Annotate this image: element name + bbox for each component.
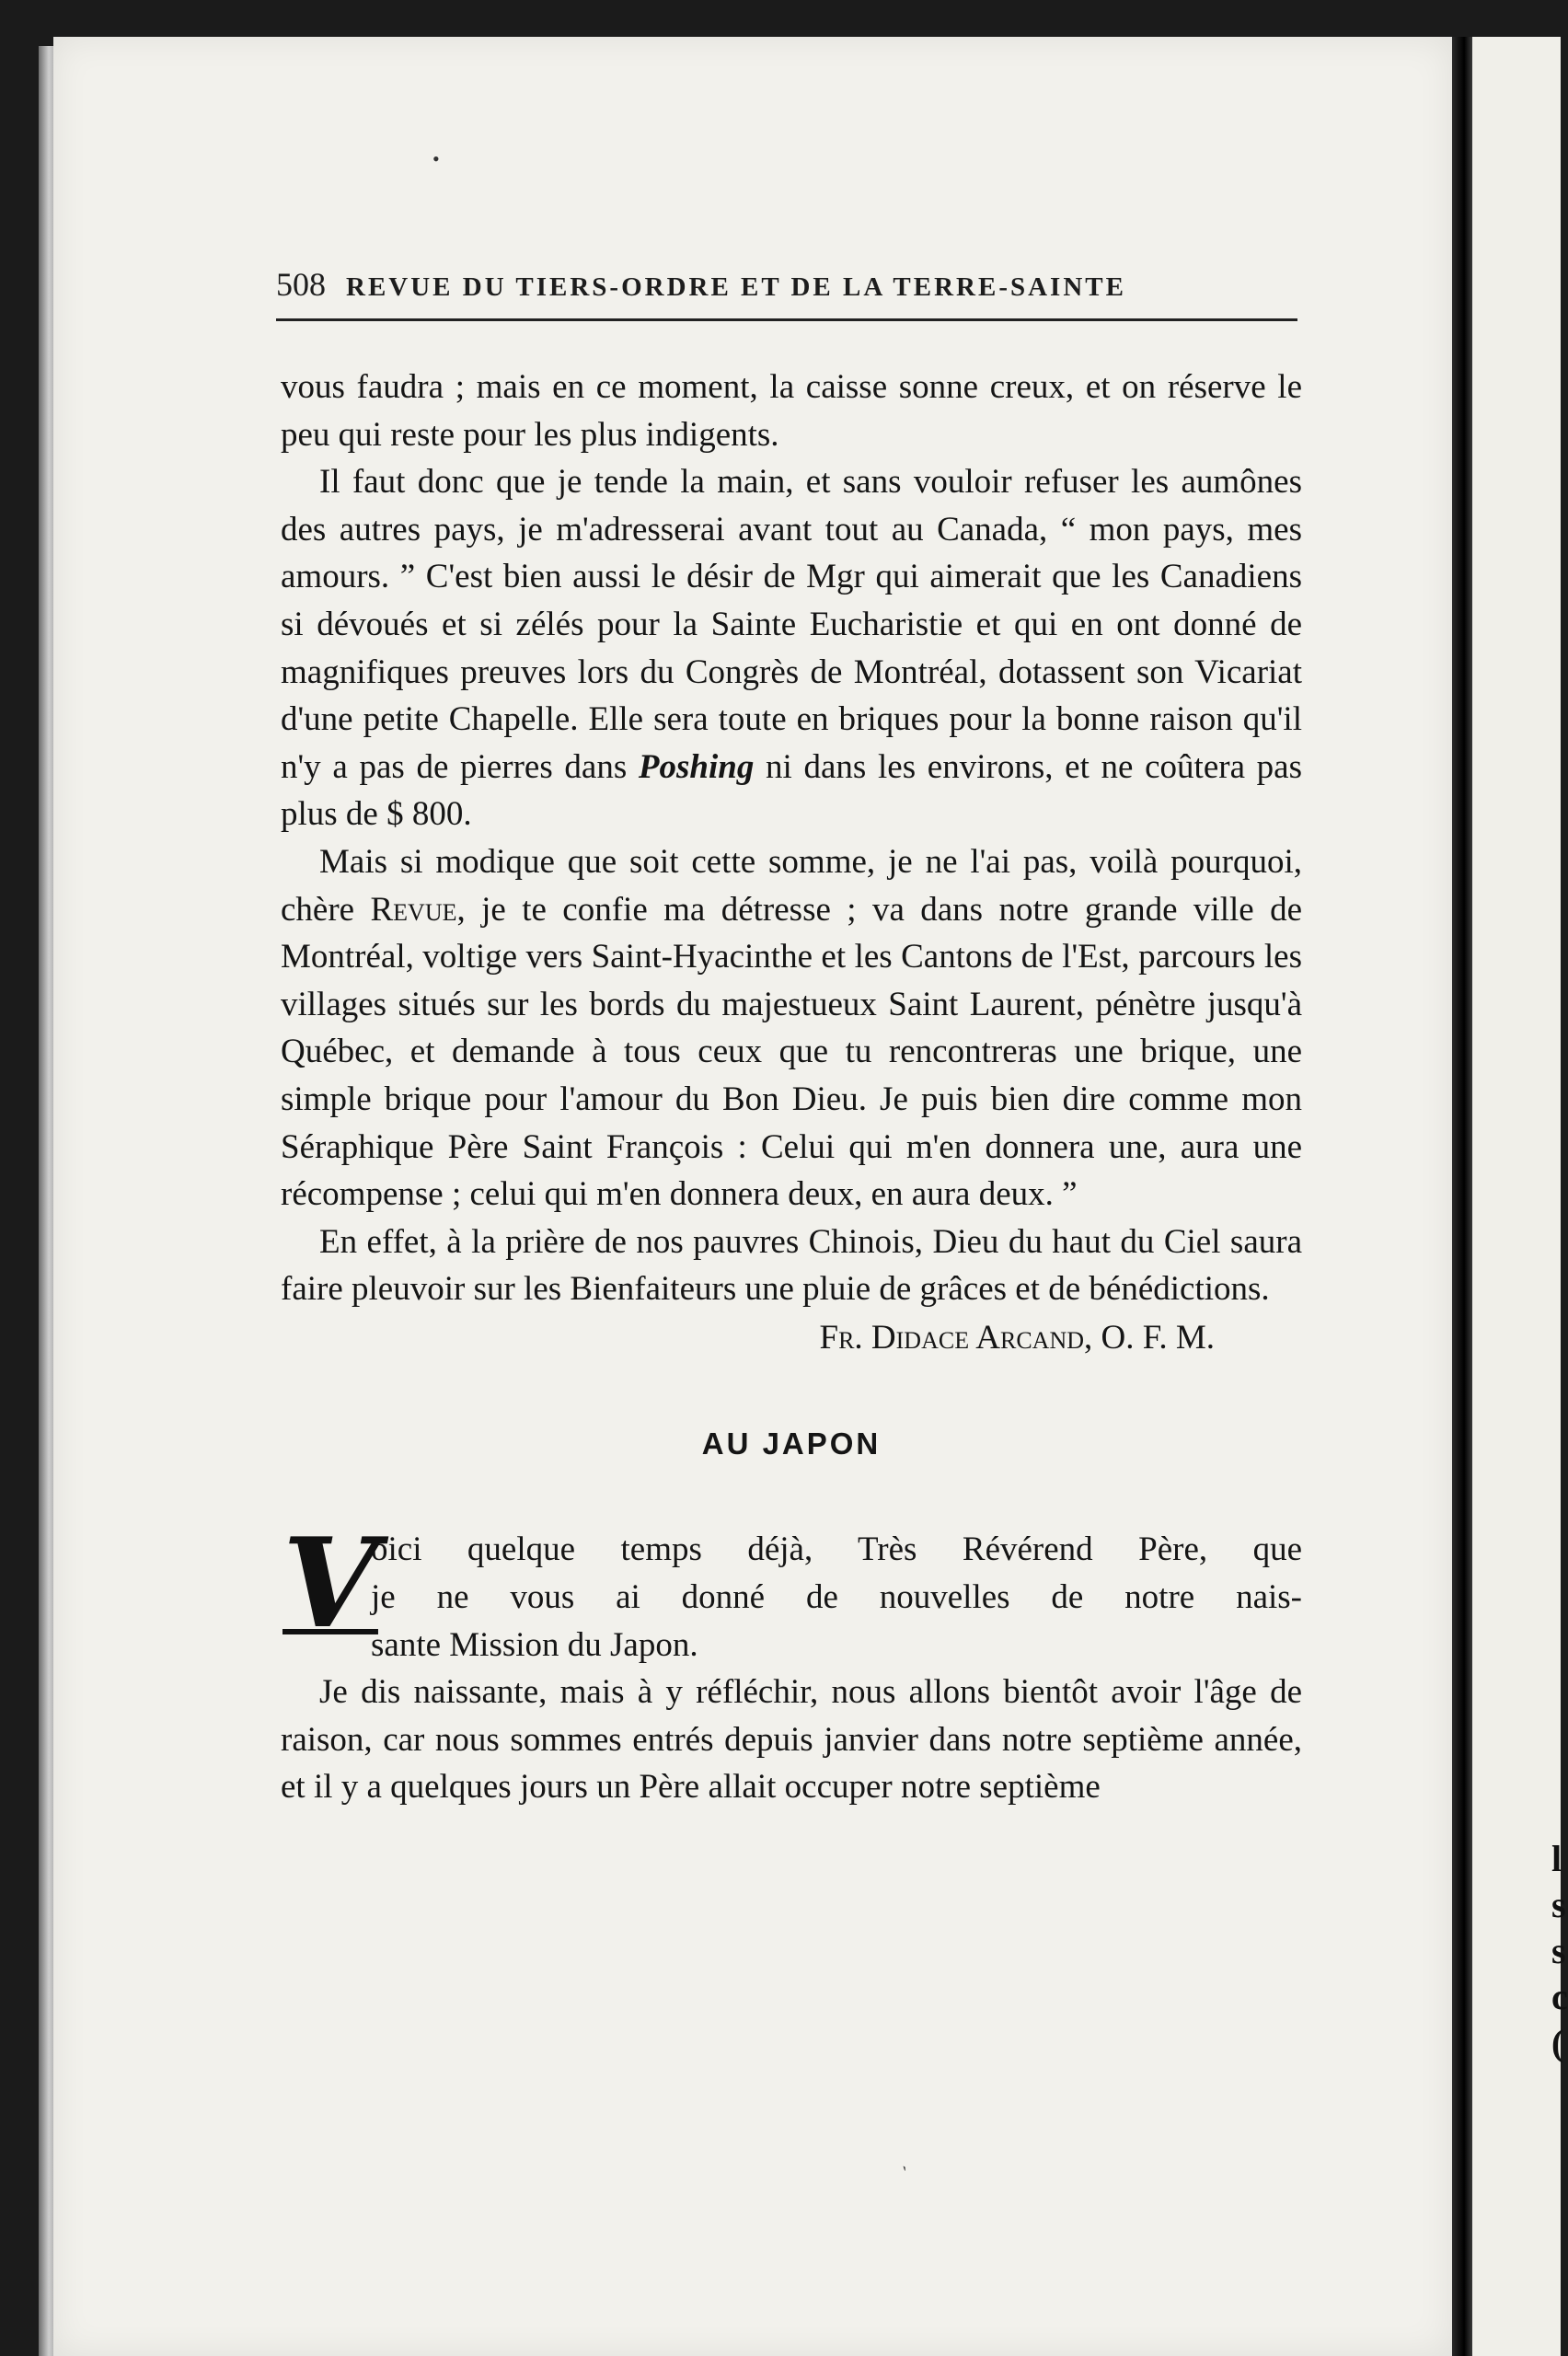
dropcap-line: sante Mission du Japon. — [371, 1625, 698, 1664]
print-speck: ˏ — [900, 2149, 920, 2172]
dropcap-letter: V — [282, 1510, 378, 1657]
paragraph — [281, 838, 1302, 1218]
running-header — [276, 265, 1297, 321]
place-name-italic: Poshing — [638, 747, 755, 786]
paragraph-text: ni dans les environs, et ne coûtera pas plus de $ 800. — [281, 747, 1303, 834]
adjacent-page-sliver — [1472, 37, 1568, 2356]
section-title: AU JAPON — [701, 1426, 882, 1461]
fragment-letter: l — [1551, 1838, 1562, 1879]
paragraph — [281, 458, 1302, 838]
article-body — [281, 364, 1302, 1811]
paragraph-text: , je te confie ma détresse ; va dans notre grande ville de Montréal, voltige vers Saint-Hyacinthe et les Cantons de l'Est, parcours les villages situés sur les bords du majestueux Saint Laurent, pénètre jusqu'à Québec, et demande à tous ceux que tu rencontreras une brique, une simple brique pour l'amour du Bon Dieu. Je puis bien dire comme mon Séraphique Père Saint François : Celui qui m'en donnera une, aura une récompense ; celui qui m'en donnera deux, en aura deux. ” — [281, 890, 1302, 1214]
fragment-letter: c — [1551, 1976, 1568, 2017]
print-speck: • — [432, 147, 440, 170]
paragraph: vous faudra ; mais en ce moment, la caisse sonne creux, et on réserve le peu qui reste pour les plus indigents. — [281, 368, 1302, 454]
revue-smallcaps: Revue — [370, 890, 457, 929]
dropcap-line: je ne vous ai donné de nouvelles de notre nais- — [371, 1578, 1302, 1617]
fragment-letter: s — [1551, 1884, 1566, 1925]
fragment-letter: ( — [1551, 2022, 1564, 2063]
fragment-letter: s — [1551, 1930, 1566, 1971]
paragraph-text: Mais si modique que soit cette somme, je ne l'ai pas, voilà pourquoi, chère — [281, 842, 1302, 929]
page-number: 508 — [276, 266, 326, 303]
paragraph: En effet, à la prière de nos pauvres Chinois, Dieu du haut du Ciel saura faire pleuvoir sur les Bienfaiteurs une pluie de grâces et de bénédictions. — [281, 1222, 1302, 1309]
dropcap-lines — [371, 1526, 1302, 1669]
dropcap-line: oici quelque temps déjà, Très Révérend Père, que — [371, 1530, 1302, 1569]
paragraph-text: Il faut donc que je tende la main, et sans vouloir refuser les aumônes des autres pays, je m'adresserai avant tout au Canada, “ mon pays, mes amours. ” C'est bien aussi le désir de Mgr qui aimerait que les Canadiens si dévoués et si zélés pour la Sainte Eucharistie et qui en ont donné de magnifiques preuves lors du Congrès de Montréal, dotassent son Vicariat d'une petite Chapelle. Elle sera toute en briques pour la bonne raison qu'il n'y a pas de pierres dans — [281, 463, 1302, 786]
running-title: REVUE DU TIERS-ORDRE ET DE LA TERRE-SAINTE — [346, 272, 1126, 302]
book-gutter — [1452, 37, 1472, 2356]
dropcap-paragraph — [281, 1510, 1302, 1669]
paragraph: Je dis naissante, mais à y réfléchir, nous allons bientôt avoir l'âge de raison, car nous sommes entrés depuis janvier dans notre septième année, et il y a quelques jours un Père allait occuper notre septième — [281, 1673, 1302, 1807]
adjacent-page-fragments — [1551, 1836, 1568, 2066]
signature: Fr. Didace Arcand, O. F. M. — [819, 1318, 1215, 1357]
